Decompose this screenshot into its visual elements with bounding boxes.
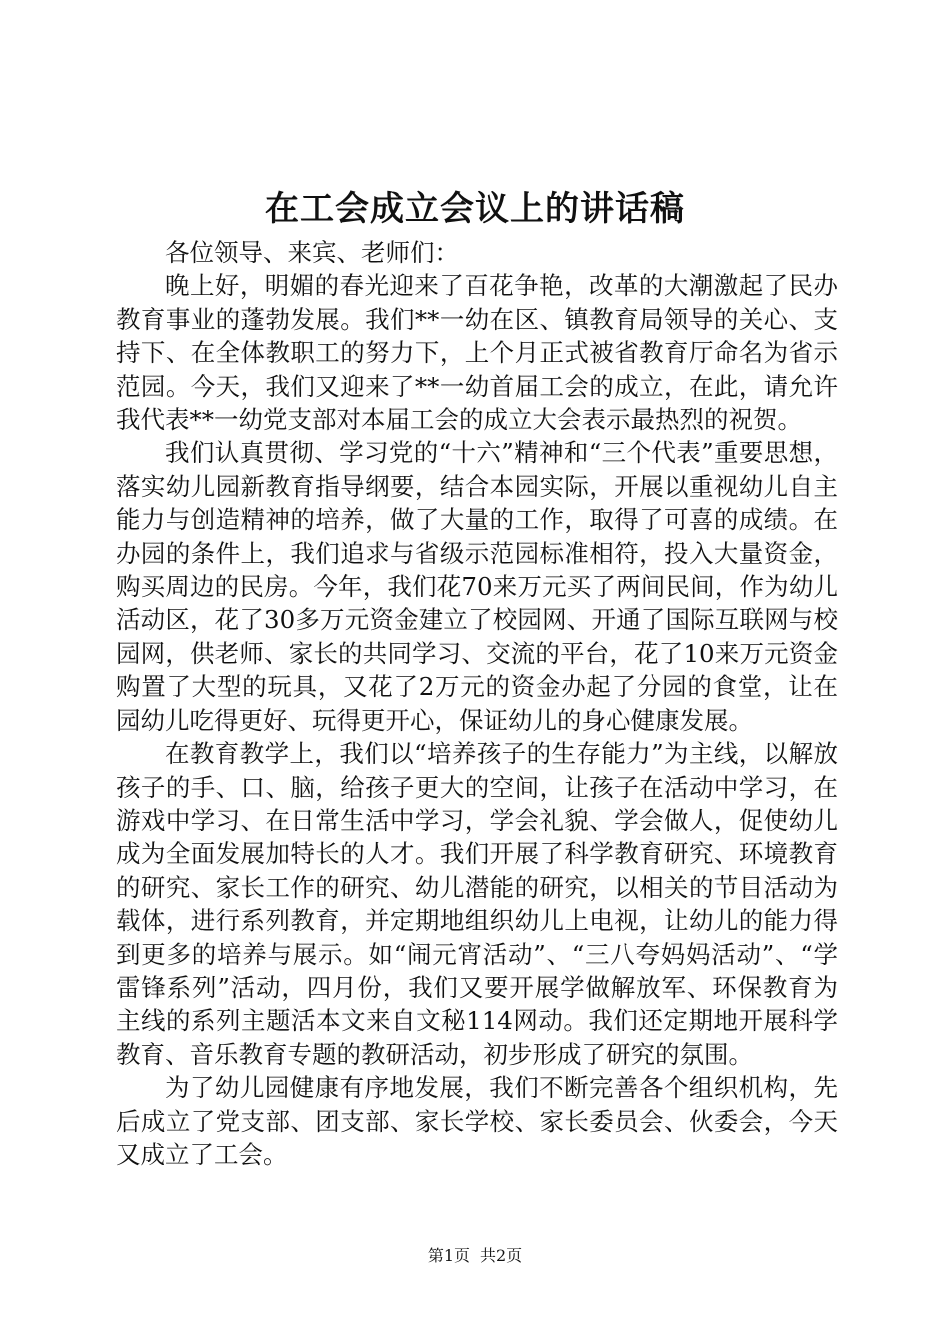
body-paragraph: 我们认真贯彻、学习党的“十六”精神和“三个代表”重要思想，落实幼儿园新教育指导纲要，结合本园实际，开展以重视幼儿自主能力与创造精神的培养，做了大量的工作，取得了可喜的成绩。在办园的条件上，我们追求与省级示范园标准相符，投入大量资金，购买周边的民房。今年，我们花70来万元买了两间民间，作为幼儿活动区，花了30多万元资金建立了校园网、开通了国际互联网与校园网，供老师、家长的共同学习、交流的平台，花了10来万元资金购置了大型的玩具，又花了2万元的资金办起了分园的食堂，让在园幼儿吃得更好、玩得更开心，保证幼儿的身心健康发展。	[116, 438, 838, 735]
page-footer	[0, 1244, 950, 1268]
body-paragraph: 为了幼儿园健康有序地发展，我们不断完善各个组织机构，先后成立了党支部、团支部、家长学校、家长委员会、伙委会，今天又成立了工会。	[116, 1073, 838, 1169]
document-body	[116, 236, 838, 1171]
salutation-paragraph: 各位领导、来宾、老师们：	[165, 238, 459, 267]
body-paragraph: 晚上好，明媚的春光迎来了百花争艳，改革的大潮激起了民办教育事业的蓬勃发展。我们**一幼在区、镇教育局领导的关心、支持下、在全体教职工的努力下，上个月正式被省教育厅命名为省示范园。今天，我们又迎来了**一幼首届工会的成立，在此，请允许我代表**一幼党支部对本届工会的成立大会表示最热烈的祝贺。	[116, 271, 838, 435]
page-number-total: 共2页	[480, 1246, 523, 1265]
page-number-current: 第1页	[427, 1246, 470, 1265]
body-paragraph: 在教育教学上，我们以“培养孩子的生存能力”为主线，以解放孩子的手、口、脑，给孩子更大的空间，让孩子在活动中学习，在游戏中学习、在日常生活中学习，学会礼貌、学会做人，促使幼儿成为全面发展加特长的人才。我们开展了科学教育研究、环境教育的研究、家长工作的研究、幼儿潜能的研究，以相关的节目活动为载体，进行系列教育，并定期地组织幼儿上电视，让幼儿的能力得到更多的培养与展示。如“闹元宵活动”、“三八夸妈妈活动”、“学雷锋系列”活动，四月份，我们又要开展学做解放军、环保教育为主线的系列主题活本文来自文秘114网动。我们还定期地开展科学教育、音乐教育专题的教研活动，初步形成了研究的氛围。	[116, 739, 838, 1069]
document-title: 在工会成立会议上的讲话稿	[265, 189, 685, 229]
